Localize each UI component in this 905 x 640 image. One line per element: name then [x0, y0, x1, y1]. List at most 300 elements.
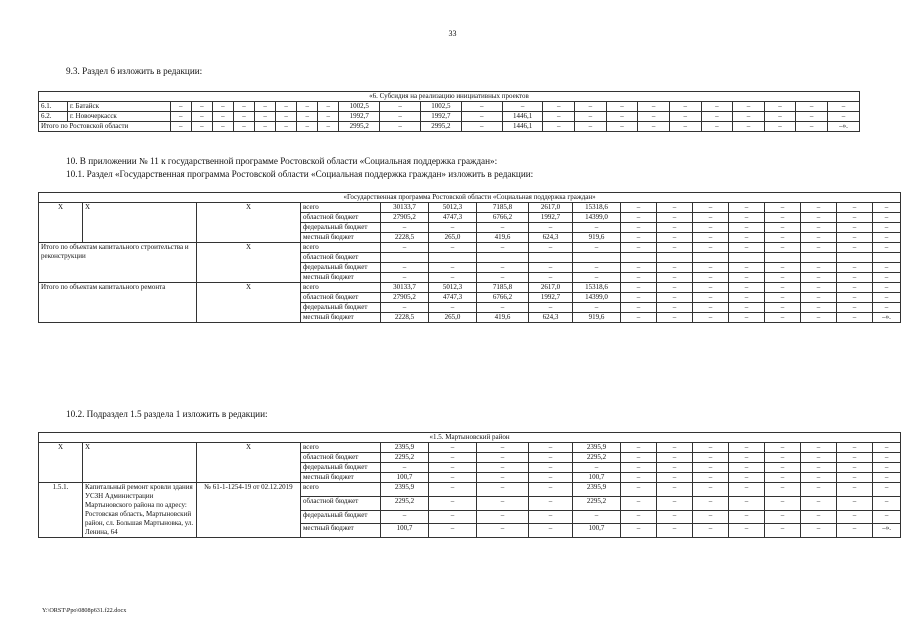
table-cell: –	[837, 510, 873, 524]
table-cell: –	[381, 263, 429, 273]
table-cell: –	[837, 483, 873, 497]
table-cell: –	[621, 283, 657, 293]
table-cell: 919,6	[573, 313, 621, 323]
table-cell: –	[765, 453, 801, 463]
table-cell: –	[529, 223, 573, 233]
table-cell: –	[381, 243, 429, 253]
funding-source-label: областной бюджет	[301, 453, 381, 463]
funding-source-label: всего	[301, 243, 381, 253]
table-cell: –	[669, 102, 701, 112]
table-cell: –	[191, 112, 212, 122]
table-cell: –	[765, 443, 801, 453]
table-cell: –	[477, 243, 529, 253]
table-cell: –	[621, 443, 657, 453]
table-cell: –	[765, 303, 801, 313]
table-cell: –	[729, 313, 765, 323]
table-cell: –	[827, 102, 859, 112]
table-cell: –	[621, 303, 657, 313]
table-cell: 14399,0	[573, 213, 621, 223]
table-cell: –	[837, 263, 873, 273]
table-cell: –	[693, 293, 729, 303]
table-cell: –	[801, 496, 837, 510]
table-cell: –	[729, 463, 765, 473]
table-cell: 1002,5	[339, 102, 380, 112]
funding-source-label: областной бюджет	[301, 293, 381, 303]
table-cell: 15318,6	[573, 283, 621, 293]
table-cell: –	[729, 223, 765, 233]
table-cell: –	[837, 303, 873, 313]
table-cell: –	[701, 122, 733, 132]
table-cell: –	[765, 483, 801, 497]
table-cell: –	[429, 223, 477, 233]
table-cell: –	[429, 243, 477, 253]
table-cell: –	[657, 496, 693, 510]
table-cell: –	[729, 213, 765, 223]
table-cell: 2395,9	[381, 483, 429, 497]
paragraph-10: 10. В приложении № 11 к государственной программе Ростовской области «Социальная поддержка граждан»:	[66, 156, 498, 166]
table-cell: –	[693, 213, 729, 223]
table-cell: –	[233, 112, 254, 122]
table-cell: –	[801, 203, 837, 213]
table-cell: –	[837, 233, 873, 243]
table-cell: –	[765, 293, 801, 303]
table-cell: –	[621, 273, 657, 283]
table-row	[39, 443, 901, 453]
table-cell: –	[801, 473, 837, 483]
table-cell: –	[621, 524, 657, 538]
program-table	[38, 192, 901, 323]
table-cell: –	[801, 303, 837, 313]
table-cell	[381, 253, 429, 263]
row-name: Итого по Ростовской области	[39, 122, 171, 132]
table-cell: –	[801, 283, 837, 293]
table-cell: –	[693, 223, 729, 233]
table-cell: –	[764, 112, 796, 122]
table-cell: –	[693, 483, 729, 497]
row-document: Х	[197, 283, 301, 323]
table-cell: –	[729, 303, 765, 313]
table-cell: 419,6	[477, 233, 529, 243]
table-cell: –	[873, 293, 901, 303]
row-document: Х	[197, 443, 301, 483]
table-cell: –	[873, 473, 901, 483]
table-cell: 1446,1	[502, 122, 543, 132]
table-cell: 624,3	[529, 313, 573, 323]
table-cell: 2295,2	[381, 453, 429, 463]
table-cell: –	[429, 483, 477, 497]
table-cell: 100,7	[381, 473, 429, 483]
table-cell: –	[837, 313, 873, 323]
funding-source-label: всего	[301, 443, 381, 453]
table-cell: 7185,8	[477, 203, 529, 213]
table-cell: –	[801, 233, 837, 243]
table-cell: –	[657, 483, 693, 497]
table-cell: –	[573, 510, 621, 524]
table-cell: –	[477, 463, 529, 473]
table-cell: –	[801, 453, 837, 463]
funding-source-label: всего	[301, 203, 381, 213]
table-cell: –	[801, 243, 837, 253]
table-cell: –	[477, 496, 529, 510]
table-cell: –	[318, 122, 339, 132]
table-cell: –	[233, 122, 254, 132]
table-cell: –	[729, 483, 765, 497]
table-cell: –	[170, 122, 191, 132]
table-cell: –	[429, 263, 477, 273]
table-cell: –	[606, 112, 638, 122]
funding-source-label: федеральный бюджет	[301, 263, 381, 273]
table-cell: –	[621, 483, 657, 497]
table-cell: –	[837, 243, 873, 253]
table-cell: –	[837, 213, 873, 223]
table-row	[39, 243, 901, 253]
table-cell: –	[729, 233, 765, 243]
table-cell: –	[693, 443, 729, 453]
table-cell: –	[765, 496, 801, 510]
table-cell: 1992,7	[339, 112, 380, 122]
table-cell: –	[477, 453, 529, 463]
table-cell	[837, 253, 873, 263]
table-cell: –	[729, 524, 765, 538]
table-cell: –	[765, 510, 801, 524]
table-cell	[765, 253, 801, 263]
table-cell: –	[729, 293, 765, 303]
table-cell: –	[837, 453, 873, 463]
table-cell: –	[837, 473, 873, 483]
table-cell: –	[461, 112, 502, 122]
table-cell: –	[873, 283, 901, 293]
table-cell: –	[837, 443, 873, 453]
table-cell: –	[729, 243, 765, 253]
table-cell: –	[212, 112, 233, 122]
table-cell: –	[529, 263, 573, 273]
table-cell: –	[765, 524, 801, 538]
table-cell: 2395,9	[573, 483, 621, 497]
table-cell: 1992,7	[421, 112, 462, 122]
table-cell: –	[669, 112, 701, 122]
table-cell: –	[765, 233, 801, 243]
table-cell: –	[693, 203, 729, 213]
table-cell: –	[729, 496, 765, 510]
table-cell: 265,0	[429, 313, 477, 323]
table-cell: 2617,0	[529, 203, 573, 213]
table-cell: –	[529, 496, 573, 510]
table-cell: –	[606, 102, 638, 112]
table-cell: –	[170, 112, 191, 122]
table-cell	[693, 253, 729, 263]
row-number: 1.5.1.	[39, 483, 83, 538]
paragraph-10-1: 10.1. Раздел «Государственная программа Ростовской области «Социальная поддержка граждан» изложить в редакции:	[66, 169, 534, 179]
table-cell: –	[255, 112, 276, 122]
table-cell: –	[729, 453, 765, 463]
table-cell: –	[276, 122, 297, 132]
table-cell: 265,0	[429, 233, 477, 243]
table-cell: 1446,1	[502, 112, 543, 122]
table-cell: 100,7	[381, 524, 429, 538]
table-cell: 27905,2	[381, 293, 429, 303]
table-cell	[729, 253, 765, 263]
table-cell: –	[693, 473, 729, 483]
table-cell: –	[621, 223, 657, 233]
table-cell: –	[621, 463, 657, 473]
table-cell: –	[701, 112, 733, 122]
table-cell: –	[573, 223, 621, 233]
table-cell: –	[764, 102, 796, 112]
table-cell: –	[573, 263, 621, 273]
table-cell: –	[837, 223, 873, 233]
table-cell: –	[657, 453, 693, 463]
table-cell: –	[621, 453, 657, 463]
table-cell: 419,6	[477, 313, 529, 323]
table-cell: –	[638, 122, 670, 132]
table-cell: 1992,7	[529, 293, 573, 303]
subsidy-table	[38, 91, 860, 132]
table-cell: –	[827, 112, 859, 122]
table-cell: –	[212, 122, 233, 132]
table-cell	[573, 253, 621, 263]
table-cell: –	[477, 273, 529, 283]
table-cell: –	[657, 303, 693, 313]
table-cell: –	[693, 524, 729, 538]
table-cell: –	[573, 303, 621, 313]
table-cell: –	[477, 483, 529, 497]
table-cell: 2295,2	[573, 453, 621, 463]
table-cell: 2995,2	[339, 122, 380, 132]
row-title: Итого по объектам капитального ремонта	[39, 283, 197, 323]
table-cell: –	[529, 473, 573, 483]
table-cell: 6766,2	[477, 293, 529, 303]
table-cell: –	[276, 102, 297, 112]
table-cell: –	[729, 273, 765, 283]
table-cell: 2228,5	[381, 313, 429, 323]
table-cell: –	[765, 463, 801, 473]
table-cell: –	[873, 453, 901, 463]
table-row	[39, 283, 901, 293]
table-cell: –	[529, 524, 573, 538]
table-cell: –	[801, 313, 837, 323]
table-cell: –	[621, 293, 657, 303]
table-cell: –	[529, 453, 573, 463]
table-cell: –».	[873, 313, 901, 323]
table-cell: –	[729, 443, 765, 453]
table-cell: 30133,7	[381, 283, 429, 293]
funding-source-label: местный бюджет	[301, 233, 381, 243]
table-cell: –	[837, 283, 873, 293]
table-cell: –	[529, 483, 573, 497]
funding-source-label: местный бюджет	[301, 273, 381, 283]
funding-source-label: федеральный бюджет	[301, 303, 381, 313]
table-cell: –	[801, 223, 837, 233]
table-cell: –	[255, 122, 276, 132]
table-cell: –	[657, 463, 693, 473]
table-cell: –	[765, 283, 801, 293]
row-name: г. Батайск	[67, 102, 170, 112]
table-cell: –	[837, 463, 873, 473]
table-cell: –	[837, 496, 873, 510]
table-cell: –	[873, 243, 901, 253]
table-cell: 100,7	[573, 473, 621, 483]
table-cell: –	[255, 102, 276, 112]
table-cell: –	[693, 273, 729, 283]
row-title: Х	[83, 203, 197, 243]
table-cell: –	[733, 122, 765, 132]
table-cell: –	[477, 303, 529, 313]
table-cell: –	[657, 263, 693, 273]
table-cell: –	[170, 102, 191, 112]
table-cell: –	[657, 233, 693, 243]
table-cell: –	[873, 223, 901, 233]
table-cell: –	[429, 273, 477, 283]
table-cell: –	[657, 443, 693, 453]
table-cell: –	[575, 122, 607, 132]
table-cell: –	[796, 122, 828, 132]
table-cell: –	[801, 510, 837, 524]
table-cell: 27905,2	[381, 213, 429, 223]
table-cell: –	[801, 273, 837, 283]
table-row	[39, 112, 860, 122]
table-cell: 1992,7	[529, 213, 573, 223]
table-cell: 2295,2	[573, 496, 621, 510]
table-cell: –	[318, 112, 339, 122]
table-cell: –	[573, 463, 621, 473]
row-number: 6.2.	[39, 112, 68, 122]
table-cell	[801, 253, 837, 263]
table-cell	[657, 253, 693, 263]
table-cell: –	[191, 122, 212, 132]
table-cell: –	[429, 303, 477, 313]
table-cell: –	[543, 112, 575, 122]
table-cell: –	[381, 273, 429, 283]
table-cell: –	[657, 473, 693, 483]
table-cell: –	[657, 524, 693, 538]
table-cell: –	[606, 122, 638, 132]
row-number: Х	[39, 203, 83, 243]
table-cell: –	[621, 213, 657, 223]
table-cell: –	[657, 213, 693, 223]
table-cell: –	[529, 303, 573, 313]
table-cell: –	[693, 283, 729, 293]
table-cell: –	[657, 203, 693, 213]
table-cell: –	[765, 313, 801, 323]
table-cell: 2995,2	[421, 122, 462, 132]
table-cell	[873, 253, 901, 263]
table-cell: –».	[873, 524, 901, 538]
table-cell: –	[621, 243, 657, 253]
table-cell: –	[657, 293, 693, 303]
table-cell: –	[429, 510, 477, 524]
table-cell: –	[729, 203, 765, 213]
table-cell: –	[873, 213, 901, 223]
table-cell: –	[529, 463, 573, 473]
funding-source-label: федеральный бюджет	[301, 463, 381, 473]
table-cell: –	[543, 102, 575, 112]
table-cell: –	[873, 263, 901, 273]
table-cell: –	[693, 463, 729, 473]
table-cell: –	[212, 102, 233, 112]
funding-source-label: областной бюджет	[301, 213, 381, 223]
row-name: г. Новочеркасск	[67, 112, 170, 122]
table-cell: –	[429, 524, 477, 538]
table-cell: –	[693, 510, 729, 524]
table-cell: –	[461, 102, 502, 112]
table-cell: –	[429, 463, 477, 473]
table-cell: –	[693, 233, 729, 243]
table-cell: 7185,8	[477, 283, 529, 293]
funding-source-label: местный бюджет	[301, 524, 381, 538]
table-cell: –	[765, 473, 801, 483]
paragraph-9-3: 9.3. Раздел 6 изложить в редакции:	[66, 66, 203, 76]
table-header: «1.5. Мартыновский район	[39, 433, 901, 443]
page-number: 33	[448, 29, 457, 38]
funding-source-label: федеральный бюджет	[301, 223, 381, 233]
table-cell: –	[801, 524, 837, 538]
table-cell: –	[873, 483, 901, 497]
table-cell: –	[381, 223, 429, 233]
table-cell: –	[693, 263, 729, 273]
file-path-footer: Y:\ORST\Ppo\0808p631.f22.docx	[42, 607, 127, 614]
table-row	[39, 102, 860, 112]
row-document: Х	[197, 203, 301, 243]
table-cell: –	[297, 112, 318, 122]
row-number: Х	[39, 443, 83, 483]
table-cell: –	[429, 473, 477, 483]
funding-source-label: всего	[301, 283, 381, 293]
table-cell: –	[318, 102, 339, 112]
table-cell: –	[765, 203, 801, 213]
table-cell: 2295,2	[381, 496, 429, 510]
table-cell: –	[873, 510, 901, 524]
table-header: «Государственная программа Ростовской области «Социальная поддержка граждан»	[39, 193, 901, 203]
funding-source-label: областной бюджет	[301, 496, 381, 510]
table-cell: 624,3	[529, 233, 573, 243]
table-cell	[529, 253, 573, 263]
table-cell: –	[575, 112, 607, 122]
table-cell: –	[765, 243, 801, 253]
table-cell: –	[796, 102, 828, 112]
table-cell: –».	[827, 122, 859, 132]
row-title: Итого по объектам капитального строительства и реконструкции	[39, 243, 197, 283]
table-cell: –	[837, 524, 873, 538]
table-cell: –	[381, 463, 429, 473]
table-cell: –	[693, 453, 729, 463]
table-row	[39, 483, 901, 497]
table-cell: –	[529, 243, 573, 253]
table-cell: –	[429, 496, 477, 510]
table-cell: –	[837, 293, 873, 303]
table-cell: –	[693, 496, 729, 510]
funding-source-label: федеральный бюджет	[301, 510, 381, 524]
table-cell: –	[621, 233, 657, 243]
table-cell: –	[477, 223, 529, 233]
table-cell: 100,7	[573, 524, 621, 538]
table-cell: –	[477, 510, 529, 524]
table-cell: –	[701, 102, 733, 112]
table-cell: –	[621, 203, 657, 213]
table-cell: 14399,0	[573, 293, 621, 303]
table-cell: –	[657, 273, 693, 283]
table-cell: –	[801, 483, 837, 497]
table-cell: –	[621, 510, 657, 524]
table-cell: –	[461, 122, 502, 132]
row-title: Капитальный ремонт кровли здания УСЗН Администрации Мартыновского района по адресу: Ростовская область, Мартыновский район, сл. Большая Мартыновка, ул. Ленина, 64	[83, 483, 197, 538]
table-cell: –	[477, 443, 529, 453]
table-cell: 4747,3	[429, 213, 477, 223]
row-document: № 61-1-1254-19 от 02.12.2019	[197, 483, 301, 538]
table-cell	[477, 253, 529, 263]
table-cell: –	[764, 122, 796, 132]
table-cell: –	[873, 463, 901, 473]
table-cell: –	[801, 263, 837, 273]
